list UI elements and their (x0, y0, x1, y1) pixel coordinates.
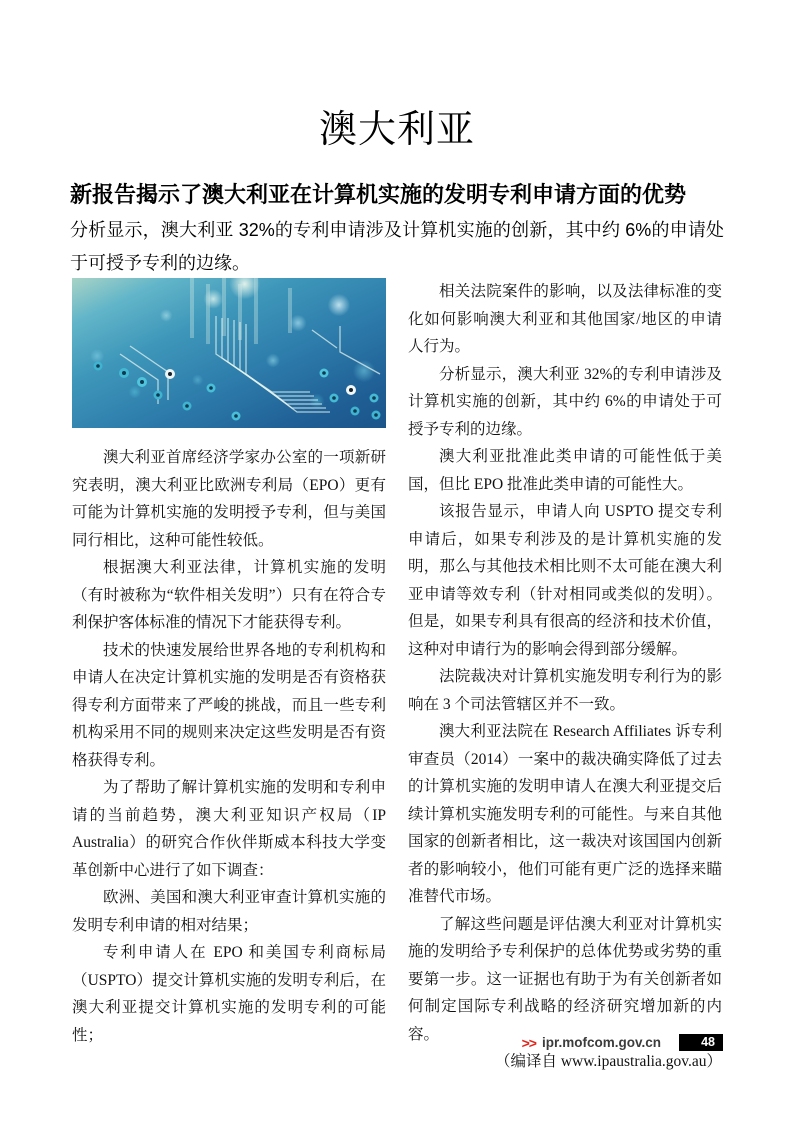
two-column-body (72, 278, 722, 1076)
circuit-board-photo (72, 278, 386, 428)
body-paragraph: 澳大利亚首席经济学家办公室的一项新研究表明，澳大利亚比欧洲专利局（EPO）更有可能为计算机实施的发明授予专利，但与美国同行相比，这种可能性较低。 (72, 449, 386, 549)
double-chevron-icon: >> (521, 1034, 536, 1051)
body-paragraph: 相关法院案件的影响，以及法律标准的变化如何影响澳大利亚和其他国家/地区的申请人行为。 (408, 283, 722, 355)
article-lead: 分析显示，澳大利亚 32%的专利申请涉及计算机实施的创新，其中约 6%的申请处于可授予专利的边缘。 (70, 220, 724, 273)
body-paragraph: 为了帮助了解计算机实施的发明和专利申请的当前趋势，澳大利亚知识产权局（IP Australia）的研究合作伙伴斯威本科技大学变革创新中心进行了如下调查： (72, 779, 386, 879)
page-title: 澳大利亚 (318, 109, 475, 151)
source-attribution: （编译自 www.ipaustralia.gov.au） (494, 1053, 722, 1070)
body-paragraph: 了解这些问题是评估澳大利亚对计算机实施的发明给予专利保护的总体优势或劣势的重要第一步。这一证据也有助于为有关创新者如何制定国际专利战略的经济研究增加新的内容。 (408, 915, 722, 1043)
body-paragraph: 澳大利亚批准此类申请的可能性低于美国，但比 EPO 批准此类申请的可能性大。 (408, 448, 722, 493)
page-number-badge: 48 (679, 1034, 723, 1051)
body-paragraph: 分析显示，澳大利亚 32%的专利申请涉及计算机实施的创新，其中约 6%的申请处于可授予专利的边缘。 (408, 365, 722, 438)
body-paragraph: 专利申请人在 EPO 和美国专利商标局（USPTO）提交计算机实施的发明专利后，在澳大利亚提交计算机实施的发明专利的可能性； (72, 944, 386, 1044)
body-paragraph: 法院裁决对计算机实施发明专利行为的影响在 3 个司法管辖区并不一致。 (408, 668, 722, 713)
right-column (408, 278, 722, 1076)
circuit-traces-art (72, 278, 386, 428)
footer-website: ipr.mofcom.gov.cn (541, 1035, 661, 1050)
article-heading: 新报告揭示了澳大利亚在计算机实施的发明专利申请方面的优势 (70, 182, 687, 207)
body-paragraph: 技术的快速发展给世界各地的专利机构和申请人在决定计算机实施的发明是否有资格获得专利方面带来了严峻的挑战，而且一些专利机构采用不同的规则来决定这些发明是否有资格获得专利。 (72, 641, 386, 769)
left-column (72, 278, 386, 1076)
circuit-pads (94, 362, 381, 421)
body-paragraph: 该报告显示，申请人向 USPTO 提交专利申请后，如果专利涉及的是计算机实施的发明，那么与其他技术相比则不太可能在澳大利亚申请等效专利（针对相同或类似的发明）。但是，如果专利具有很高的经济和技术价值，这种对申请行为的影响会得到部分缓解。 (408, 503, 722, 658)
body-paragraph: 澳大利亚法院在 Research Affiliates 诉专利审查员（2014）一案中的裁决确实降低了过去的计算机实施的发明申请人在澳大利亚提交后续计算机实施发明专利的可能性。与来自其他国家的创新者相比，这一裁决对该国国内创新者的影响较小，他们可能有更广泛的选择来瞄准替代市场。 (408, 723, 722, 905)
page-footer (522, 1034, 723, 1051)
body-paragraph: 根据澳大利亚法律，计算机实施的发明（有时被称为“软件相关发明”）只有在符合专利保护客体标准的情况下才能获得专利。 (72, 559, 386, 631)
body-paragraph: 欧洲、美国和澳大利亚审查计算机实施的发明专利申请的相对结果； (72, 889, 386, 934)
